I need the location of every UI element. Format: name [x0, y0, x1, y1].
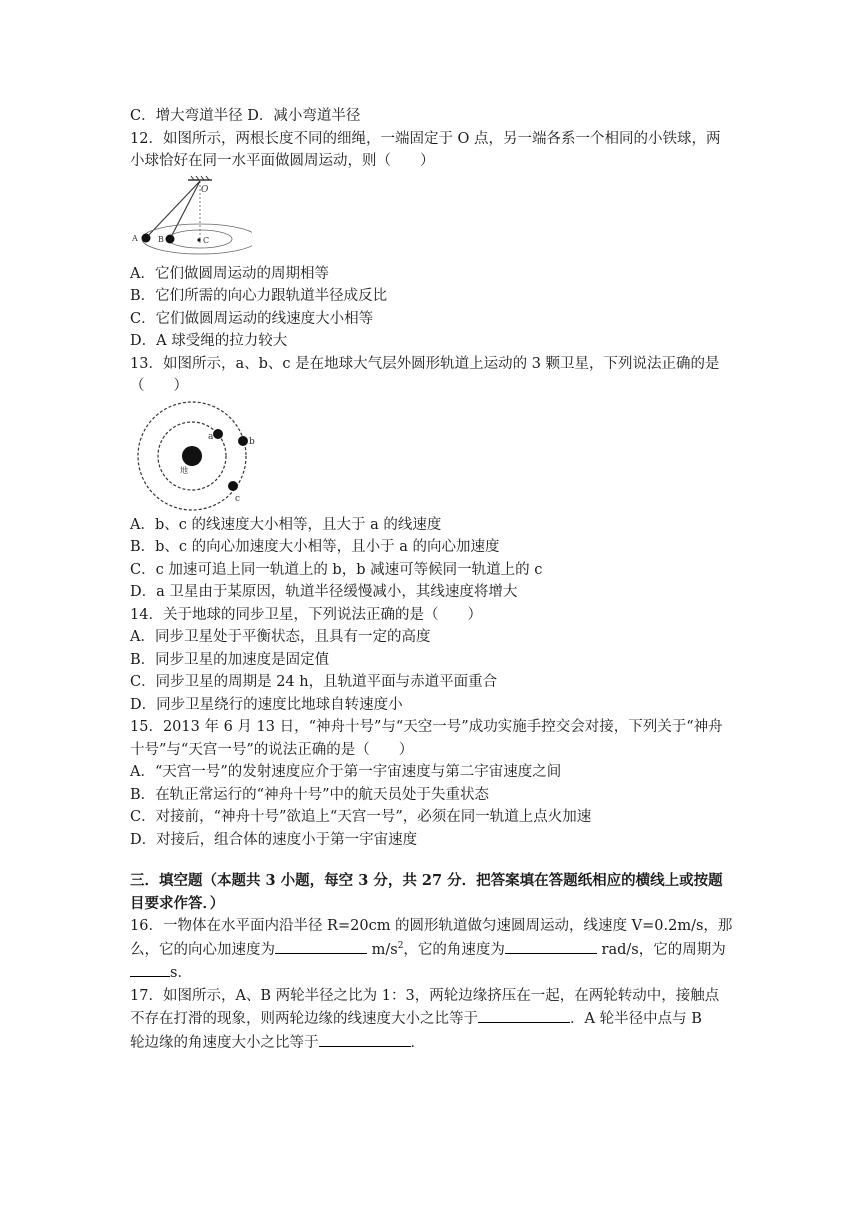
q14-option-b: B．同步卫星的加速度是固定值	[130, 651, 330, 668]
label-earth: 地	[180, 465, 188, 475]
q12-stem: 12．如图所示，两根长度不同的细绳，一端固定于 O 点，另一端各系一个相同的小铁球，两小球恰好在同一水平面做圆周运动，则（ ）	[130, 130, 721, 169]
q13-option-a: A．b、c 的线速度大小相等，且大于 a 的线速度	[130, 516, 442, 533]
q17-line2-text-b: ．A 轮半径中点与 B	[570, 1011, 702, 1027]
q12-option-c: C．它们做圆周运动的线速度大小相等	[130, 310, 374, 327]
q15-stem: 15．2013 年 6 月 13 日，“神舟十号”与“天空一号”成功实施手控交会对接，下列关于“神舟十号”与“天宫一号”的说法正确的是（ ）	[130, 719, 723, 758]
q15-option-b: B．在轨正常运行的“神舟十号”中的航天员处于失重状态	[130, 786, 489, 803]
q17-line2	[130, 1007, 735, 1031]
q16-unit1: m/s	[367, 941, 398, 958]
q16-blank-2[interactable]	[505, 938, 597, 954]
q15-option-d: D．对接后，组合体的速度小于第一宇宙速度	[130, 831, 418, 848]
q13-stem: 13．如图所示，a、b、c 是在地球大气层外圆形轨道上运动的 3 颗卫星，下列说法正确的是（ ）	[130, 355, 720, 394]
label-sat-a: a	[208, 431, 214, 442]
q17-line3-text-b: ．	[410, 1034, 425, 1051]
q16-blank-1[interactable]	[275, 938, 367, 954]
q11-options-tail: C．增大弯道半径 D．减小弯道半径	[130, 108, 361, 124]
label-o: O	[201, 184, 209, 195]
q14-option-c: C．同步卫星的周期是 24 h，且轨道平面与赤道平面重合	[130, 674, 498, 690]
document-page	[130, 105, 735, 1054]
q16-blank-3[interactable]	[130, 961, 170, 977]
q17-line2-text-a: 不存在打滑的现象，则两轮边缘的线速度大小之比等于	[130, 1011, 478, 1027]
q12-option-b: B．它们所需的向心力跟轨道半径成反比	[130, 288, 388, 304]
q14-stem: 14．关于地球的同步卫星，下列说法正确的是（ ）	[130, 606, 482, 623]
q13-option-c: C．c 加速可追上同一轨道上的 b，b 减速可等候同一轨道上的 c	[130, 561, 543, 578]
label-sat-b: b	[249, 436, 255, 447]
q12-option-a: A．它们做圆周运动的周期相等	[130, 265, 329, 282]
q15-option-a: A．“天宫一号”的发射速度应介于第一宇宙速度与第二宇宙速度之间	[130, 764, 562, 780]
q16-part3: s．	[170, 965, 192, 981]
q16-part1: 16．一物体在水平面内沿半径 R=20cm 的圆形轨道做匀速圆周运动，线速度 V=0.2m/s，那么，它的向心加速度为	[130, 918, 733, 958]
q16-part2: ，它的角速度为	[403, 941, 505, 958]
q17-line1: 17．如图所示，A、B 两轮半径之比为 1：3，两轮边缘挤压在一起，在两轮转动中，接触点	[130, 987, 720, 1004]
q13-option-d: D．a 卫星由于某原因，轨道半径缓慢减小，其线速度将增大	[130, 584, 518, 600]
conical-pendulum-figure	[130, 175, 252, 261]
q17-blank-1[interactable]	[478, 1007, 570, 1023]
label-sat-c: c	[235, 493, 241, 504]
section-3-title: 三．填空题（本题共 3 小题，每空 3 分，共 27 分．把答案填在答题纸相应的横线上或按题目要求作答．）	[130, 872, 723, 912]
label-a: A	[132, 233, 138, 243]
q17-line3-text-a: 轮边缘的角速度大小之比等于	[130, 1034, 319, 1051]
q12-option-d: D．A 球受绳的拉力较大	[130, 333, 288, 349]
satellite-orbits-figure	[130, 400, 255, 512]
q17-line3	[130, 1031, 735, 1055]
q16-unit1-sup: 2	[397, 940, 404, 951]
label-c: C	[203, 235, 210, 245]
label-b: B	[158, 234, 164, 244]
q13-option-b: B．b、c 的向心加速度大小相等，且小于 a 的向心加速度	[130, 539, 500, 555]
q14-option-d: D．同步卫星绕行的速度比地球自转速度小	[130, 696, 403, 713]
q17-blank-2[interactable]	[319, 1031, 411, 1047]
q16-unit2: rad/s，它的周期为	[596, 941, 726, 958]
q15-option-c: C．对接前，“神舟十号”欲追上“天宫一号”，必须在同一轨道上点火加速	[130, 809, 592, 825]
q14-option-a: A．同步卫星处于平衡状态，且具有一定的高度	[130, 629, 431, 645]
q16-text	[130, 915, 735, 985]
